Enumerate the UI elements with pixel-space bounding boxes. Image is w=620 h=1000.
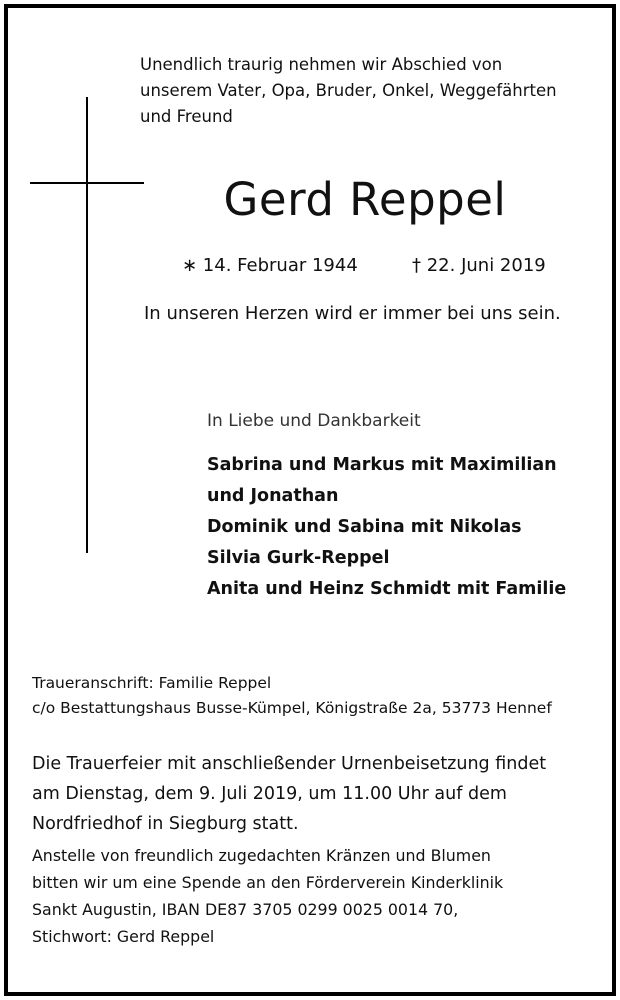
death-date: † 22. Juni 2019 xyxy=(412,255,546,276)
intro-text xyxy=(140,52,557,130)
motto: In unseren Herzen wird er immer bei uns sein. xyxy=(144,303,561,324)
intro-line: unserem Vater, Opa, Bruder, Onkel, Weggefährten xyxy=(140,81,557,100)
donation-line: Sankt Augustin, IBAN DE87 3705 0299 0025 0014 70, xyxy=(32,900,459,919)
mourners-list xyxy=(207,450,566,605)
mourner-line: Sabrina und Markus mit Maximilian xyxy=(207,455,557,475)
ceremony-line: Nordfriedhof in Siegburg statt. xyxy=(32,814,299,834)
address-line: Traueranschrift: Familie Reppel xyxy=(32,674,272,692)
mourner-line: Silvia Gurk-Reppel xyxy=(207,548,390,568)
intro-line: und Freund xyxy=(140,107,233,126)
intro-line: Unendlich traurig nehmen wir Abschied von xyxy=(140,55,503,74)
donation-line: bitten wir um eine Spende an den Förderverein Kinderklinik xyxy=(32,873,504,892)
ceremony-info xyxy=(32,749,546,839)
address-line: c/o Bestattungshaus Busse-Kümpel, Königstraße 2a, 53773 Hennef xyxy=(32,699,552,717)
mourners-heading: In Liebe und Dankbarkeit xyxy=(207,411,421,431)
ceremony-line: Die Trauerfeier mit anschließender Urnenbeisetzung findet xyxy=(32,754,547,774)
cross-vertical-bar xyxy=(86,97,88,553)
deceased-name: Gerd Reppel xyxy=(223,173,507,226)
ceremony-line: am Dienstag, dem 9. Juli 2019, um 11.00 Uhr auf dem xyxy=(32,784,507,804)
donation-line: Stichwort: Gerd Reppel xyxy=(32,927,215,946)
donation-line: Anstelle von freundlich zugedachten Kränzen und Blumen xyxy=(32,846,491,865)
mourner-line: und Jonathan xyxy=(207,486,339,506)
mourner-line: Anita und Heinz Schmidt mit Familie xyxy=(207,579,567,599)
birth-date: ∗ 14. Februar 1944 xyxy=(182,255,358,276)
mourning-address xyxy=(32,671,552,721)
donation-info xyxy=(32,842,503,950)
mourner-line: Dominik und Sabina mit Nikolas xyxy=(207,517,522,537)
